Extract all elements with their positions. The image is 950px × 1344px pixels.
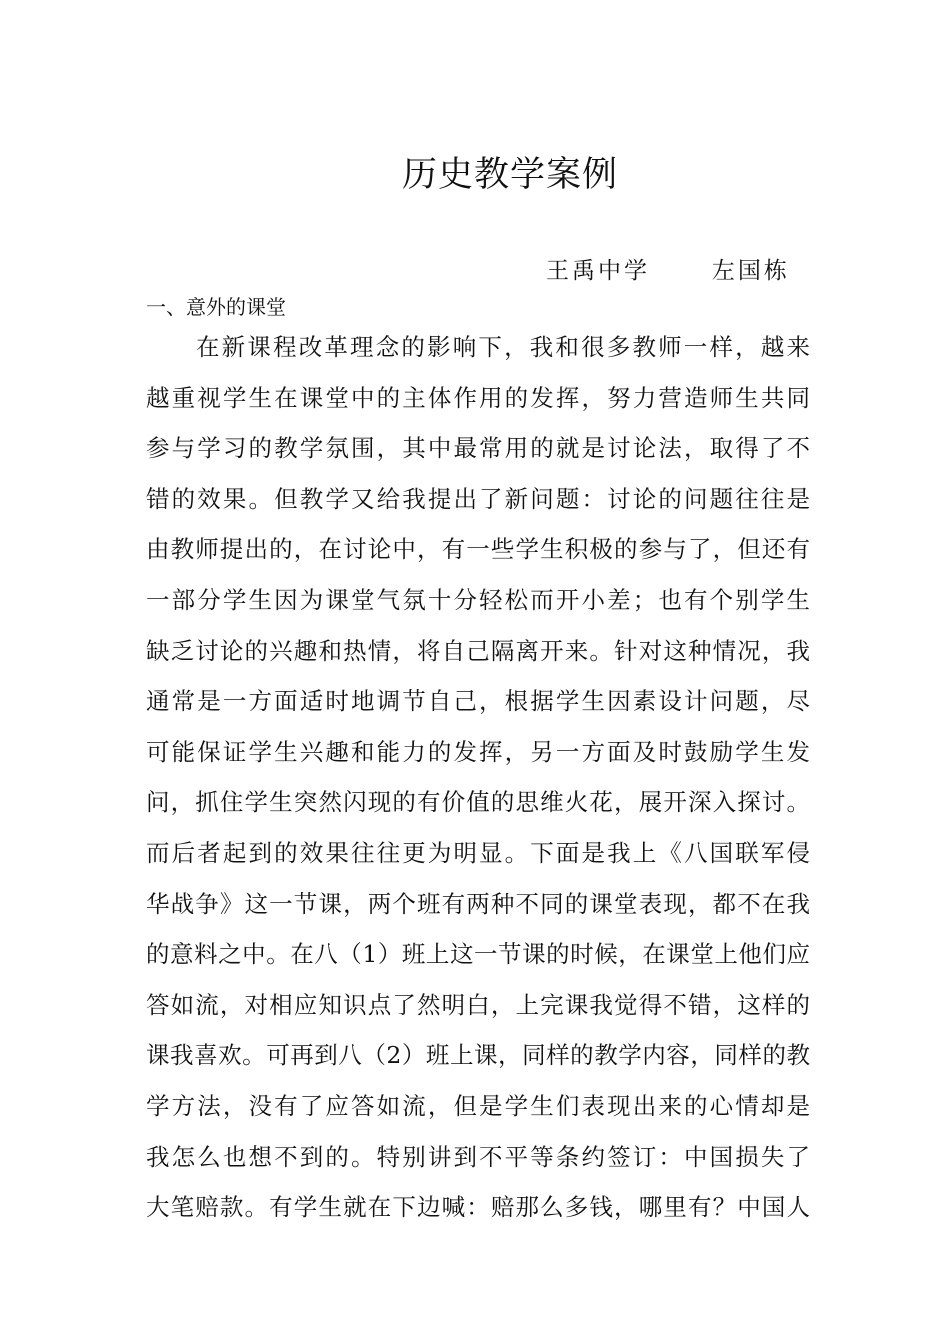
text-line: 越重视学生在课堂中的主体作用的发挥，努力营造师生共同 bbox=[146, 383, 810, 412]
text-line: 一部分学生因为课堂气氛十分轻松而开小差；也有个别学生 bbox=[146, 585, 810, 614]
text-line: 参与学习的教学氛围，其中最常用的就是讨论法，取得了不 bbox=[146, 434, 810, 463]
text-line: 在新课程改革理念的影响下，我和很多教师一样，越来 bbox=[196, 333, 810, 361]
text-line: 错的效果。但教学又给我提出了新问题：讨论的问题往往是 bbox=[146, 484, 810, 513]
text-line: 问，抓住学生突然闪现的有价值的思维火花，展开深入探讨。 bbox=[146, 788, 810, 817]
body-paragraph bbox=[146, 322, 810, 1233]
text-line: 华战争》这一节课，两个班有两种不同的课堂表现，都不在我 bbox=[146, 889, 810, 918]
text-line: 答如流，对相应知识点了然明白，上完课我觉得不错，这样的 bbox=[146, 990, 810, 1019]
text-line: 可能保证学生兴趣和能力的发挥，另一方面及时鼓励学生发 bbox=[146, 737, 810, 766]
text-line: 大笔赔款。有学生就在下边喊：赔那么多钱，哪里有？中国人 bbox=[146, 1193, 810, 1222]
document-title: 历史教学案例 bbox=[401, 155, 618, 195]
text-line: 的意料之中。在八（1）班上这一节课的时候，在课堂上他们应 bbox=[146, 940, 810, 969]
author-line: 王禹中学 左国栋 bbox=[546, 258, 790, 284]
section-heading: 一、意外的课堂 bbox=[146, 295, 286, 319]
text-line: 我怎么也想不到的。特别讲到不平等条约签订：中国损失了 bbox=[146, 1142, 810, 1171]
text-line: 而后者起到的效果往往更为明显。下面是我上《八国联军侵 bbox=[146, 838, 810, 867]
text-line: 学方法，没有了应答如流，但是学生们表现出来的心情却是 bbox=[146, 1091, 810, 1120]
text-line: 由教师提出的，在讨论中，有一些学生积极的参与了，但还有 bbox=[146, 535, 810, 564]
text-line: 课我喜欢。可再到八（2）班上课，同样的教学内容，同样的教 bbox=[146, 1041, 810, 1070]
text-line: 缺乏讨论的兴趣和热情，将自己隔离开来。针对这种情况，我 bbox=[146, 636, 810, 665]
text-line: 通常是一方面适时地调节自己，根据学生因素设计问题，尽 bbox=[146, 687, 810, 716]
